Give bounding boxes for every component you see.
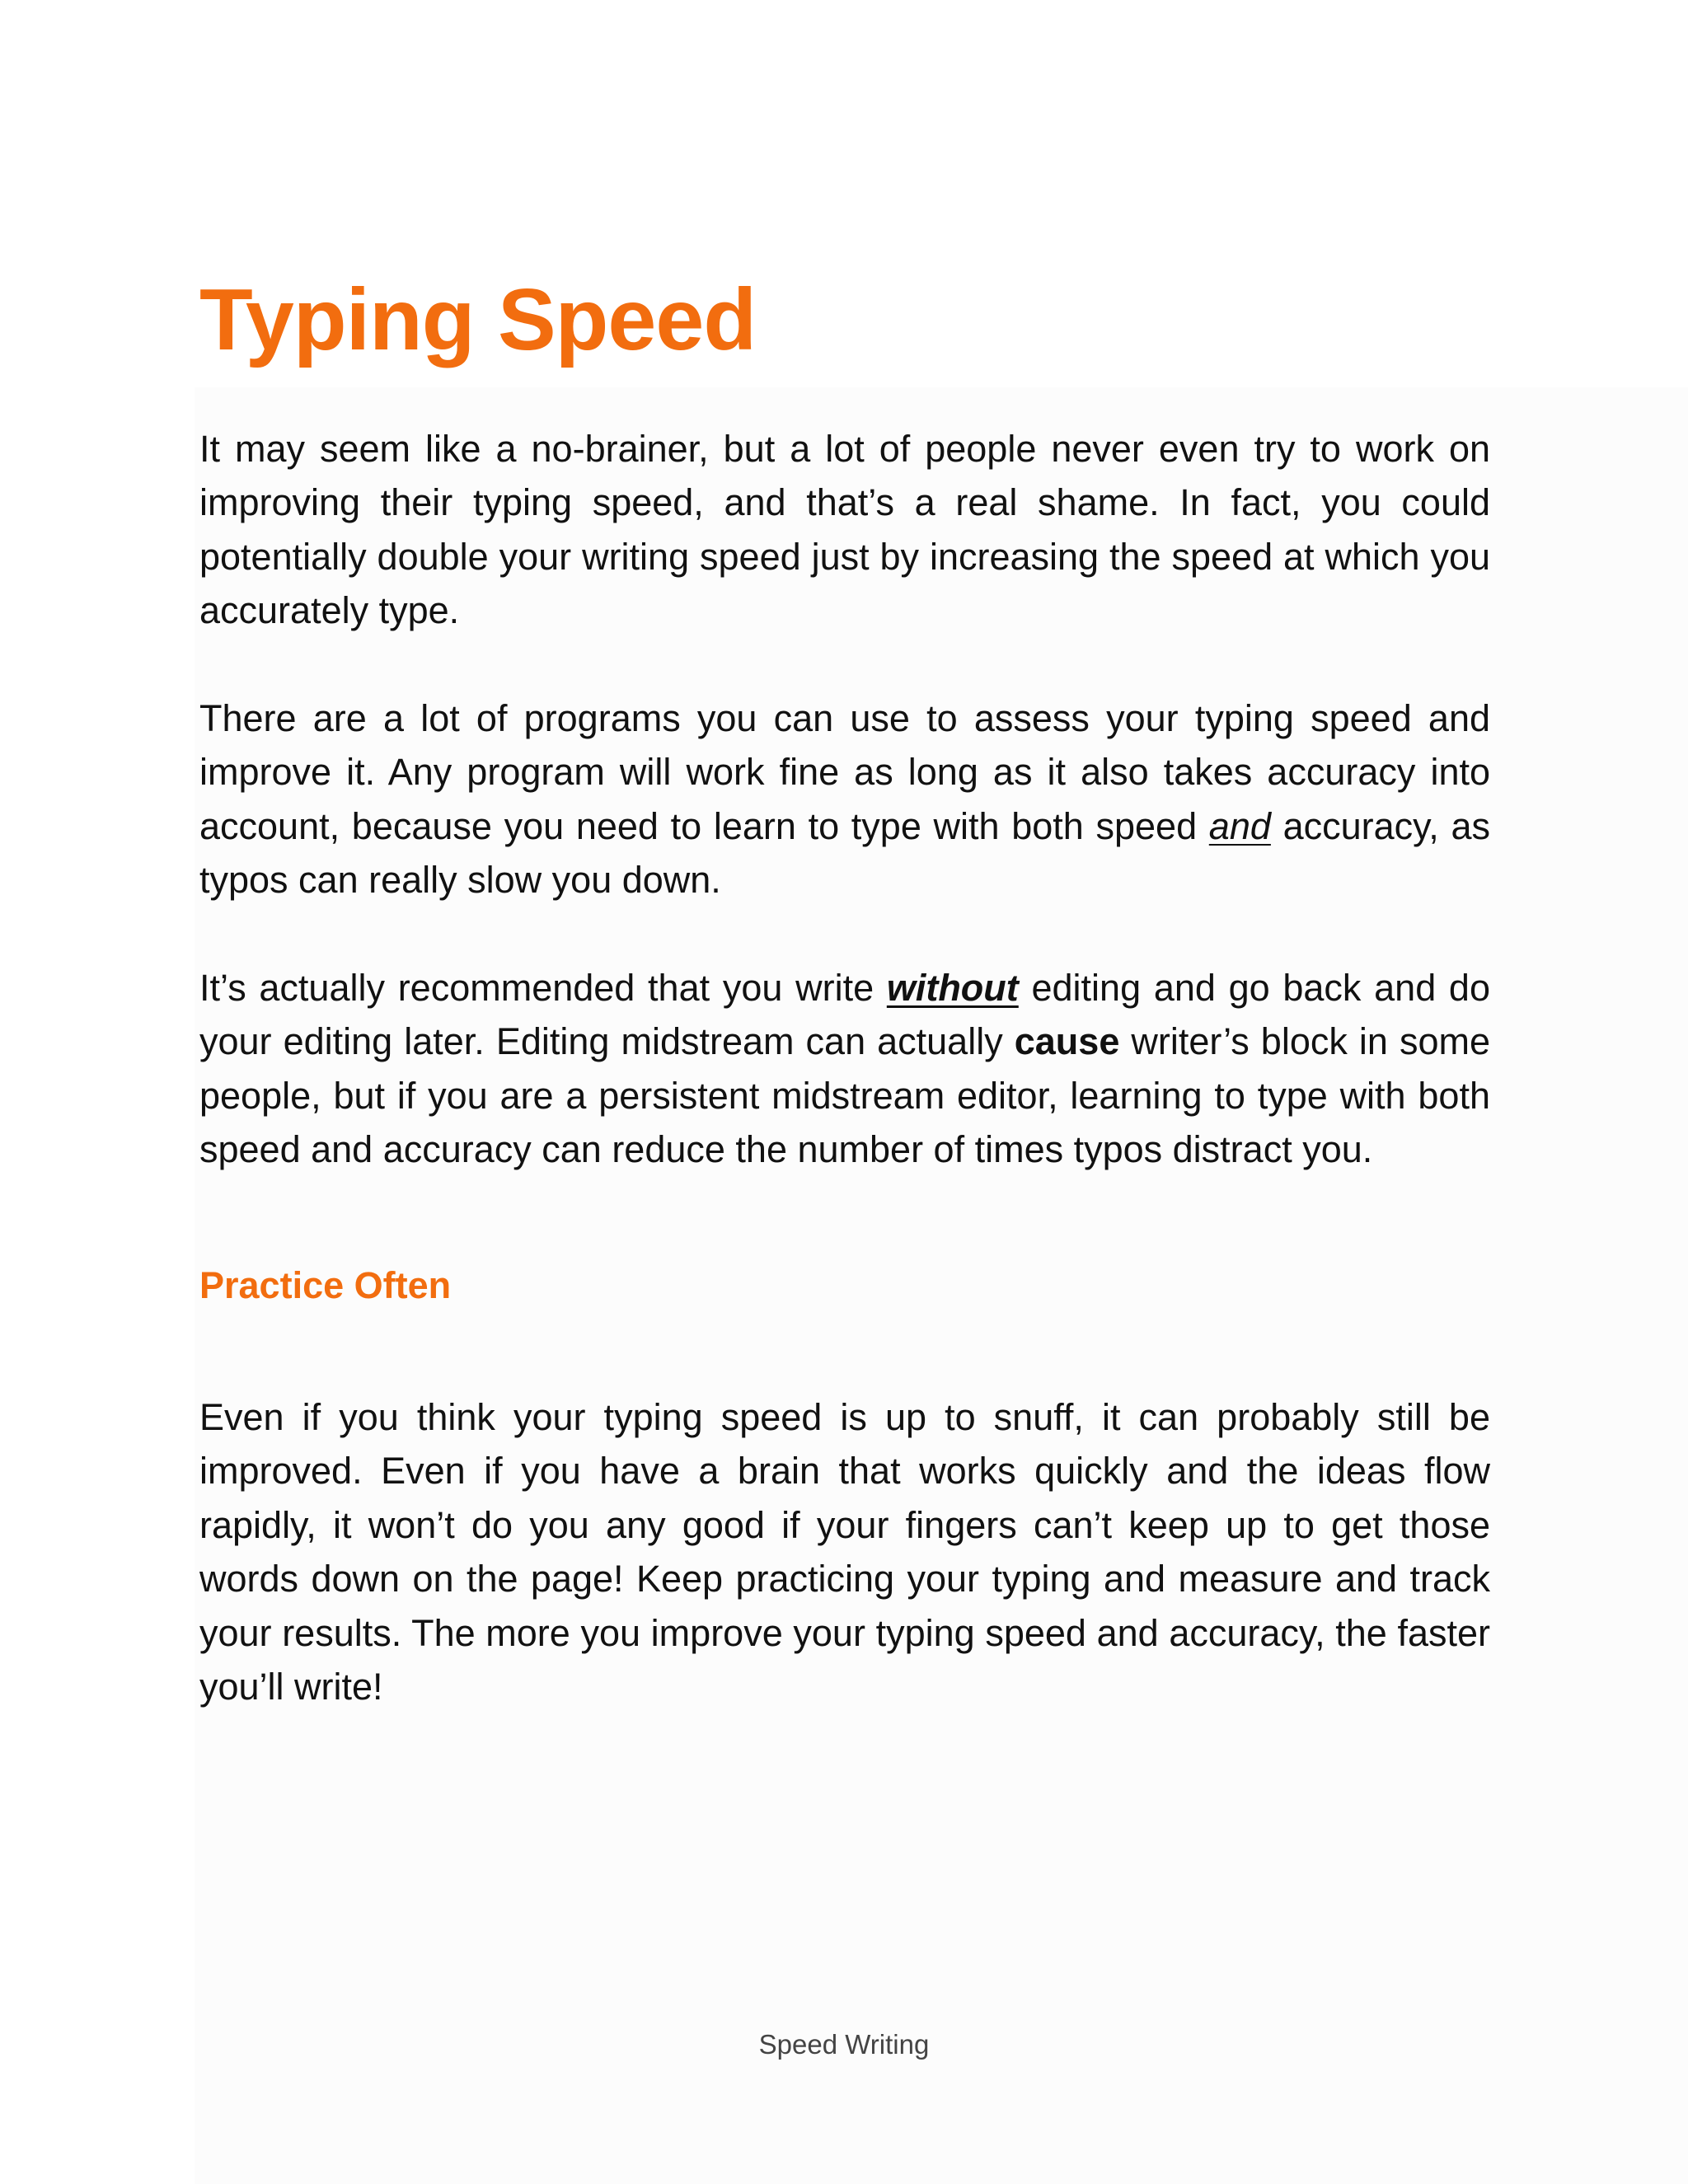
page-title: Typing Speed bbox=[199, 271, 757, 368]
paragraph-3-text-middle: editing and go back and do your editing later. Editing midstream can actually bbox=[199, 966, 1490, 1063]
paragraph-3-text-before: It’s actually recommended that you write bbox=[199, 966, 887, 1009]
page-footer: Speed Writing bbox=[758, 2029, 930, 2060]
paragraph-2-emphasis: and bbox=[1208, 804, 1271, 847]
paragraph-2-text-before: There are a lot of programs you can use to assess your typing speed and improve it. Any program will work fine as long as it also takes accuracy into account, because you need to learn to type with both speed bbox=[199, 696, 1490, 847]
paragraph-2-text-after: accuracy, as typos can really slow you down. bbox=[199, 804, 1491, 902]
paragraph-3-bold: cause bbox=[1014, 1020, 1120, 1063]
paragraph-3-text-after: writer’s block in some people, but if you are a persistent midstream editor, learning to type with both speed and accuracy can reduce the number of times typos distract you. bbox=[199, 1020, 1490, 1171]
paragraph-2 bbox=[199, 691, 1490, 907]
paragraph-3-emphasis: without bbox=[886, 966, 1019, 1009]
paragraph-3 bbox=[199, 961, 1490, 1177]
paragraph-4: Even if you think your typing speed is up to snuff, it can probably still be improved. Even if you have a brain that works quickly and the ideas flow rapidly, it won’t do you any good if your fingers can’t keep up to get those words down on the page! Keep practicing your typing and measure and track your results. The more you improve your typing speed and accuracy, the faster you’ll write! bbox=[199, 1395, 1490, 1708]
section-subheading: Practice Often bbox=[199, 1263, 452, 1306]
paragraph-1: It may seem like a no-brainer, but a lot of people never even try to work on improving their typing speed, and that’s a real shame. In fact, you could potentially double your writing speed just by increasing the speed at which you accurately type. bbox=[199, 427, 1490, 632]
document-body bbox=[199, 272, 1490, 1714]
